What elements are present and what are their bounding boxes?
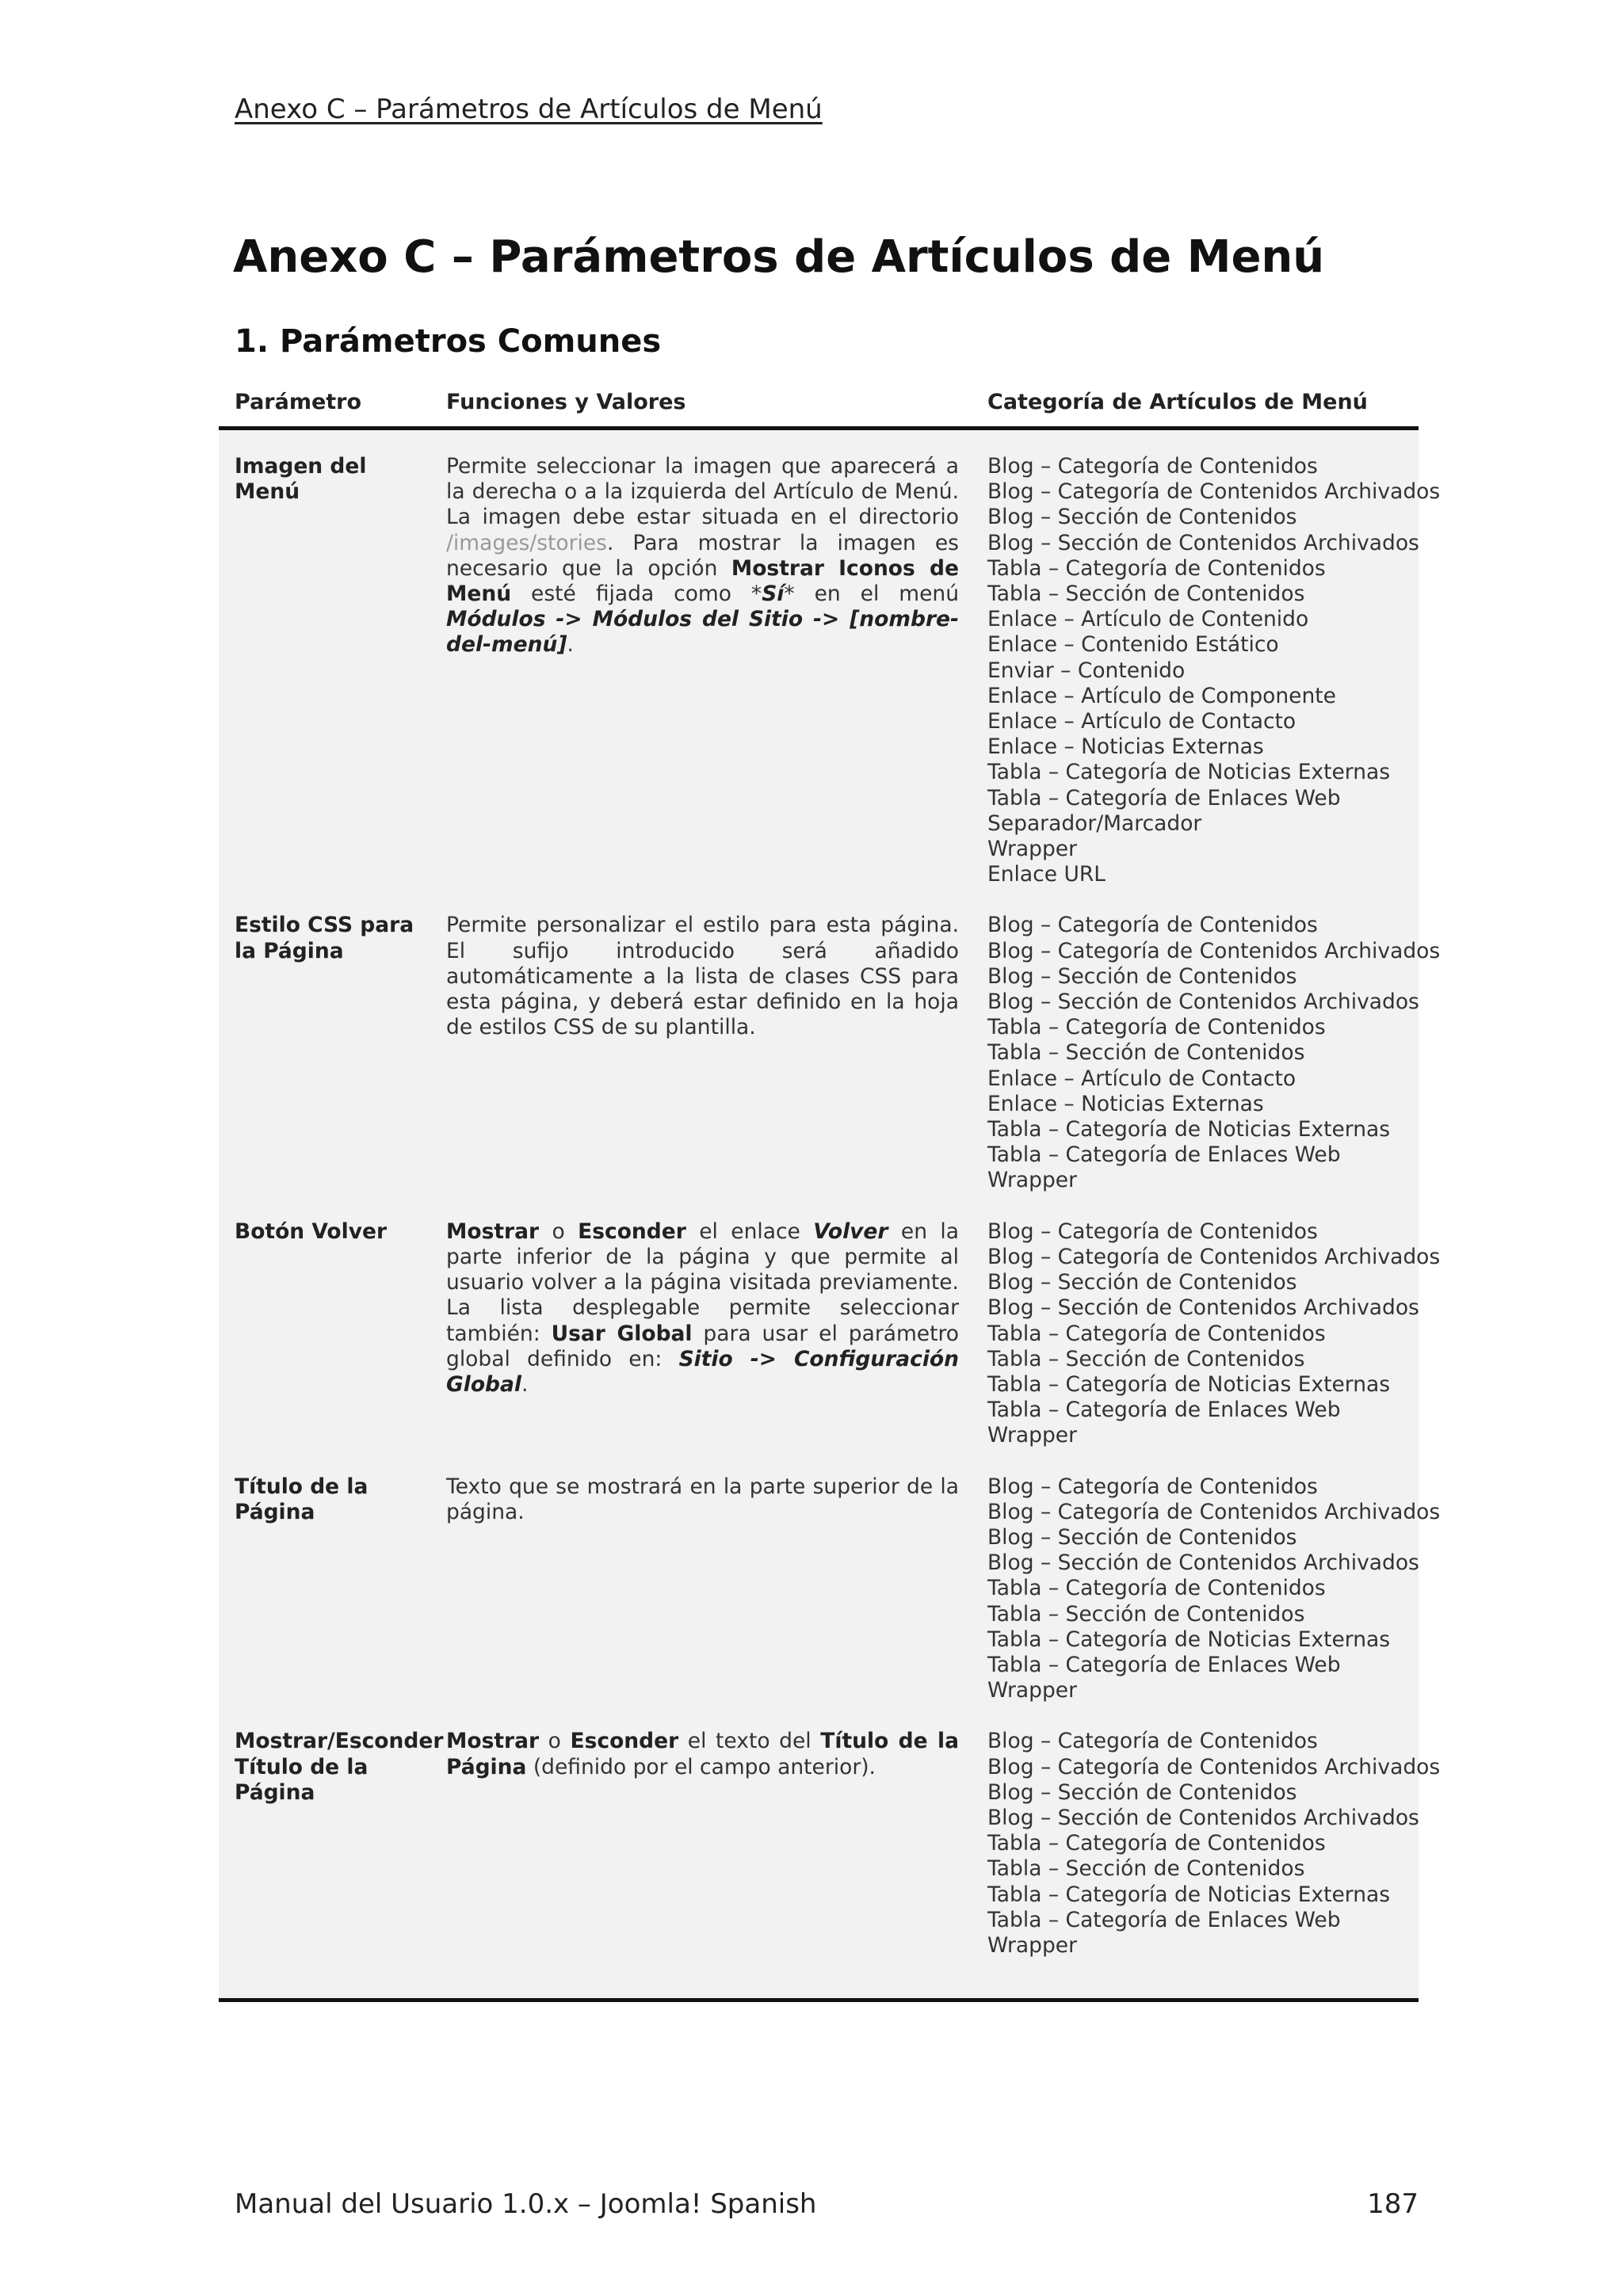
category-list — [959, 454, 1440, 887]
table-body — [219, 430, 1441, 2002]
list-item: Enlace – Artículo de Contacto — [987, 1066, 1296, 1091]
list-item: Blog – Sección de Contenidos — [987, 1270, 1297, 1295]
table-row — [219, 1729, 1441, 1958]
list-item: Tabla – Categoría de Contenidos — [987, 1831, 1326, 1856]
list-item: Blog – Categoría de Contenidos — [987, 1474, 1318, 1499]
list-item: Blog – Categoría de Contenidos Archivados — [987, 1244, 1441, 1269]
list-item: Tabla – Sección de Contenidos — [987, 1601, 1305, 1627]
list-item: Tabla – Categoría de Noticias Externas — [987, 1117, 1391, 1142]
param-name: Botón Volver — [235, 1219, 388, 1244]
list-item: Separador/Marcador — [987, 810, 1202, 836]
list-item: Enlace – Contenido Estático — [987, 632, 1279, 658]
list-item: Blog – Categoría de Contenidos — [987, 454, 1318, 479]
list-item: Tabla – Sección de Contenidos — [987, 1346, 1305, 1371]
header-categoria: Categoría de Artículos de Menú — [987, 389, 1368, 414]
list-item: Enlace – Noticias Externas — [987, 1091, 1264, 1116]
list-item: Tabla – Categoría de Contenidos — [987, 1576, 1326, 1601]
list-item: Wrapper — [987, 1678, 1077, 1703]
list-item: Enlace URL — [987, 862, 1106, 887]
list-item: Enlace – Artículo de Contacto — [987, 709, 1296, 734]
param-description: Permite personalizar el estilo para esta página. El sufijo introducido será añadido automáticamente a la lista de clases CSS para esta página, y deberá estar definido en la hoja de estilos CSS de su plantilla. — [446, 913, 959, 1040]
list-item: Tabla – Categoría de Noticias Externas — [987, 1627, 1391, 1652]
list-item: Enlace – Artículo de Componente — [987, 683, 1336, 708]
list-item: Blog – Sección de Contenidos — [987, 963, 1297, 989]
list-item: Blog – Sección de Contenidos — [987, 505, 1297, 530]
param-name: Título de la Página — [235, 1474, 369, 1524]
list-item: Blog – Sección de Contenidos Archivados — [987, 1805, 1419, 1830]
list-item: Blog – Sección de Contenidos Archivados — [987, 1295, 1419, 1321]
category-list — [959, 913, 1440, 1193]
parameters-table — [219, 377, 1441, 2002]
list-item: Blog – Sección de Contenidos — [987, 1524, 1297, 1550]
list-item: Wrapper — [987, 1932, 1077, 1958]
list-item: Wrapper — [987, 1168, 1077, 1193]
header-funciones: Funciones y Valores — [446, 389, 686, 414]
list-item: Tabla – Categoría de Contenidos — [987, 555, 1326, 581]
list-item: Wrapper — [987, 1423, 1077, 1448]
directory-path: /images/stories — [446, 530, 607, 555]
list-item: Enlace – Artículo de Contenido — [987, 607, 1309, 632]
list-item: Blog – Sección de Contenidos Archivados — [987, 530, 1419, 555]
list-item: Tabla – Categoría de Contenidos — [987, 1015, 1326, 1040]
list-item: Blog – Categoría de Contenidos Archivados — [987, 479, 1441, 505]
list-item: Tabla – Sección de Contenidos — [987, 1856, 1305, 1882]
list-item: Blog – Categoría de Contenidos — [987, 1729, 1318, 1754]
list-item: Tabla – Categoría de Enlaces Web — [987, 785, 1341, 810]
header-parametro: Parámetro — [235, 389, 362, 414]
list-item: Blog – Sección de Contenidos — [987, 1779, 1297, 1805]
list-item: Tabla – Sección de Contenidos — [987, 582, 1305, 607]
list-item: Tabla – Categoría de Enlaces Web — [987, 1907, 1341, 1932]
section-title: 1. Parámetros Comunes — [235, 323, 662, 360]
list-item: Blog – Categoría de Contenidos Archivados — [987, 938, 1441, 963]
list-item: Blog – Categoría de Contenidos Archivados — [987, 1499, 1441, 1524]
list-item: Blog – Categoría de Contenidos — [987, 1219, 1318, 1244]
footer-manual-title: Manual del Usuario 1.0.x – Joomla! Spanish — [235, 2188, 817, 2220]
param-description: Texto que se mostrará en la parte superior de la página. — [446, 1474, 959, 1524]
table-row — [219, 1474, 1441, 1704]
category-list — [959, 1219, 1440, 1449]
param-description: Mostrar o Esconder el texto del Título de la Página (definido por el campo anterior). — [446, 1729, 959, 1779]
list-item: Tabla – Categoría de Noticias Externas — [987, 1371, 1391, 1397]
table-row — [219, 454, 1441, 887]
category-list — [959, 1729, 1440, 1958]
param-name: Estilo CSS para la Página — [235, 913, 414, 963]
list-item: Tabla – Categoría de Enlaces Web — [987, 1652, 1341, 1677]
table-row — [219, 1219, 1441, 1449]
list-item: Tabla – Categoría de Contenidos — [987, 1321, 1326, 1346]
list-item: Tabla – Categoría de Noticias Externas — [987, 760, 1391, 785]
list-item: Enlace – Noticias Externas — [987, 734, 1264, 760]
category-list — [959, 1474, 1440, 1704]
page-title: Anexo C – Parámetros de Artículos de Menú — [233, 231, 1325, 283]
table-row — [219, 913, 1441, 1193]
param-description: Permite seleccionar la imagen que aparecerá a la derecha o a la izquierda del Artículo de Menú. La imagen debe estar situada en el directorio /images/stories. Para mostrar la imagen es necesario que la opción Mostrar Iconos de Menú esté fijada como *Sí* en el menú Módulos -> Módulos del Sitio -> [nombre-del-menú]. — [446, 454, 959, 658]
page-number: 187 — [1367, 2188, 1419, 2220]
list-item: Tabla – Categoría de Enlaces Web — [987, 1398, 1341, 1423]
param-description: Mostrar o Esconder el enlace Volver en la parte inferior de la página y que permite al usuario volver a la página visitada previamente. La lista desplegable permite seleccionar también: Usar Global para usar el parámetro global definido en: Sitio -> Configuración Global. — [446, 1219, 960, 1397]
list-item: Tabla – Categoría de Enlaces Web — [987, 1142, 1341, 1168]
list-item: Tabla – Categoría de Noticias Externas — [987, 1882, 1391, 1907]
table-header — [219, 377, 1419, 430]
list-item: Blog – Sección de Contenidos Archivados — [987, 990, 1419, 1015]
list-item: Blog – Categoría de Contenidos — [987, 913, 1318, 938]
list-item: Tabla – Sección de Contenidos — [987, 1040, 1305, 1066]
list-item: Wrapper — [987, 837, 1077, 862]
list-item: Blog – Categoría de Contenidos Archivados — [987, 1754, 1441, 1779]
param-name: Mostrar/Esconder Título de la Página — [235, 1729, 444, 1805]
list-item: Blog – Sección de Contenidos Archivados — [987, 1550, 1419, 1576]
running-header: Anexo C – Parámetros de Artículos de Menú — [235, 93, 823, 125]
param-name: Imagen del Menú — [235, 454, 367, 505]
list-item: Enviar – Contenido — [987, 658, 1186, 683]
